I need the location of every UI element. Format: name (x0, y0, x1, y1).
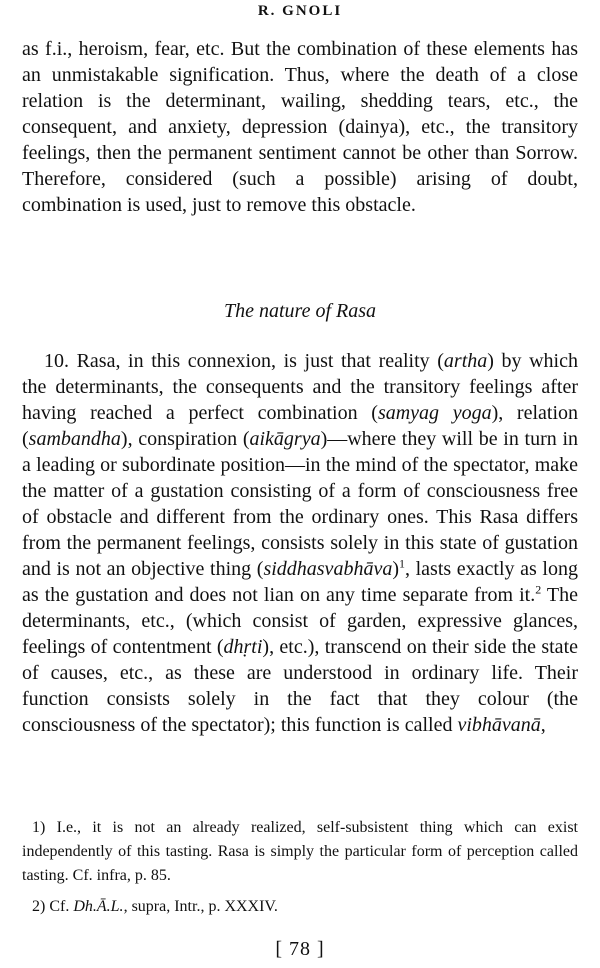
italic-term: sambandha (28, 428, 121, 450)
italic-term: artha (443, 350, 488, 372)
italic-term: aikāgrya (249, 428, 321, 450)
para2-text: The determinants, etc., (which consist of garden, expressive glances, feelings of contentment ( (22, 584, 578, 658)
footnote-marker-1: 1 (399, 556, 405, 571)
page-number: [ 78 ] (275, 938, 325, 960)
footnote-marker-2: 2 (535, 582, 542, 597)
footnote-2-italic: Dh.Ā.L. (73, 898, 124, 915)
footnote-2-text: , supra, Intr., p. XXXIV. (123, 898, 278, 915)
italic-term: samyag yoga (377, 402, 492, 424)
para2-text: ) by which the determinants, the consequents and the transitory feelings after having reached a perfect combination ( (22, 350, 578, 424)
para2-text: )—where they will be in turn in a leading or subordinate position—in the mind of the spectator, make the matter of a gustation consisting of a form of consciousness free of obstacle and different from the ordinary ones. This Rasa differs from the permanent feelings, consists solely in this state of gustation and is not an objective thing ( (22, 428, 578, 580)
section-title: The nature of Rasa (223, 300, 377, 322)
para2-text: ), etc.), transcend on their side the state of causes, etc., as these are understood in ordinary life. Their function consists solely in the fact that they colour (the consciousness of the spectator); this function is called (22, 636, 578, 736)
para2-text: ), relation ( (22, 402, 578, 450)
italic-term: dhṛti (223, 636, 263, 658)
italic-term: siddhasvabhāva (263, 558, 393, 580)
para2-text: , (540, 714, 546, 736)
italic-term: vibhāvanā (457, 714, 541, 736)
footnote-2 (22, 895, 578, 919)
footnote-1: 1) I.e., it is not an already realized, self-subsistent thing which can exist independently of this tasting. Rasa is simply the particular form of perception called tasting. Cf. infra, p. 85. (22, 819, 578, 884)
running-head: R. GNOLI (257, 3, 343, 19)
paragraph-2 (22, 348, 578, 738)
para2-text: ), conspiration ( (120, 428, 250, 450)
para2-text: ) (392, 558, 399, 580)
footnote-2-text: 2) Cf. (32, 898, 74, 915)
para2-text: , lasts exactly as long as the gustation and does not lian on any time separate from it. (22, 558, 578, 606)
paragraph-1: as f.i., heroism, fear, etc. But the combination of these elements has an unmistakable signification. Thus, where the death of a close relation is the determinant, wailing, shedding tears, etc., the consequent, and anxiety, depression (dainya), etc., the transitory feelings, then the permanent sentiment cannot be other than Sorrow. Therefore, considered (such a possible) arising of doubt, combination is used, just to remove this obstacle. (22, 38, 578, 216)
para2-text: 10. Rasa, in this connexion, is just that reality ( (44, 350, 444, 372)
